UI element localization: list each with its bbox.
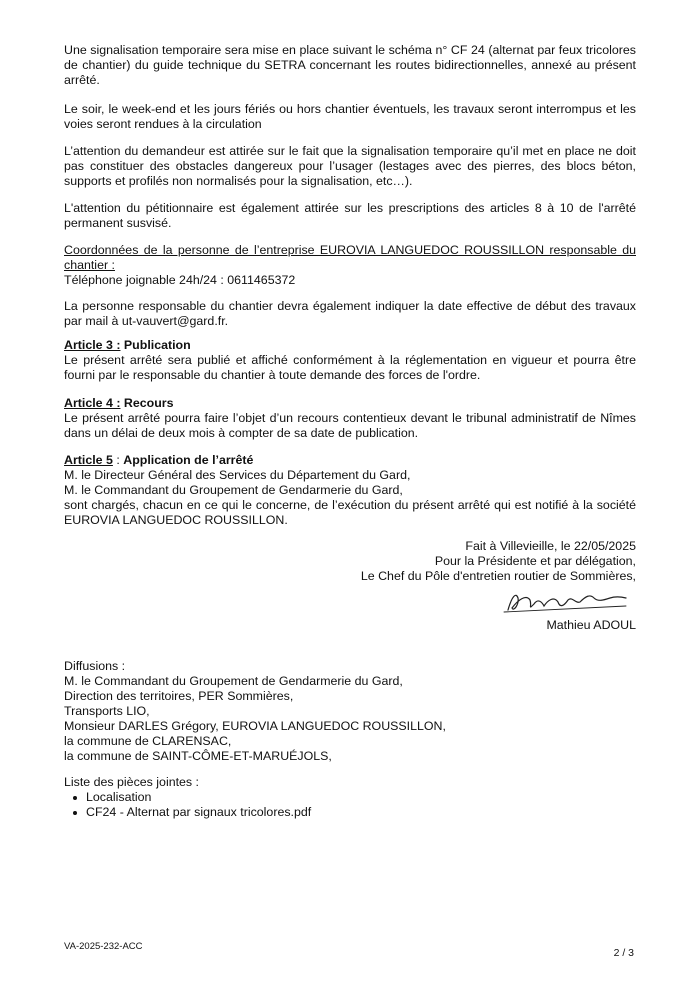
diffusion-item: Monsieur DARLES Grégory, EUROVIA LANGUEDOC ROUSSILLON, [64, 719, 446, 733]
article-5-title: Application de l’arrêté [123, 453, 254, 467]
contact-phone: Téléphone joignable 24h/24 : 0611465372 [64, 273, 296, 287]
article-3-body: Le présent arrêté sera publié et affiché conformément à la réglementation en vigueur et pourra être fourni par le responsable du chantier à toute demande des forces de l'ordre. [64, 353, 636, 382]
article-5-prefix: Article 5 [64, 453, 113, 467]
attachments-list [64, 790, 636, 820]
article-5-line-1: M. le Directeur Général des Services du Département du Gard, [64, 468, 411, 482]
attachments-heading: Liste des pièces jointes : [64, 775, 199, 789]
paragraph-soir-weekend: Le soir, le week-end et les jours fériés ou hors chantier éventuels, les travaux seront interrompus et les voies seront rendues à la circulation [64, 102, 636, 131]
article-3-title: Publication [123, 338, 191, 352]
contact-heading: Coordonnées de la personne de l’entreprise EUROVIA LANGUEDOC ROUSSILLON responsable du chantier : [64, 243, 636, 272]
article-5 [64, 453, 636, 528]
article-3 [64, 338, 636, 383]
diffusions-section [64, 659, 636, 764]
paragraph-attention-demandeur: L’attention du demandeur est attirée sur le fait que la signalisation temporaire qu’il met en place ne doit pas constituer des obstacles dangereux pour l’usager (lestages avec des pierres, des blocs béton, supports et profilés non normalisés pour la signalisation, etc…). [64, 144, 636, 188]
article-4-body: Le présent arrêté pourra faire l’objet d’un recours contentieux devant le tribunal administratif de Nîmes dans un délai de deux mois à compter de sa date de publication. [64, 411, 636, 440]
signature-delegation: Pour la Présidente et par délégation, [434, 554, 636, 568]
signature-block [64, 539, 636, 584]
page-number: 2 / 3 [613, 947, 634, 959]
document-reference: VA-2025-232-ACC [64, 941, 143, 952]
diffusion-item: Direction des territoires, PER Sommières, [64, 689, 294, 703]
diffusion-item: la commune de SAINT-CÔME-ET-MARUÉJOLS, [64, 749, 332, 763]
contact-section [64, 243, 636, 288]
attachment-item: Localisation [64, 790, 636, 805]
article-5-line-3: sont chargés, chacun en ce qui le concerne, de l’exécution du présent arrêté qui est notifié à la société EUROVIA LANGUEDOC ROUSSILLON. [64, 498, 636, 527]
article-5-line-2: M. le Commandant du Groupement de Gendarmerie du Gard, [64, 483, 403, 497]
article-3-prefix: Article 3 : [64, 338, 121, 352]
diffusion-item: la commune de CLARENSAC, [64, 734, 232, 748]
paragraph-signalisation: Une signalisation temporaire sera mise en place suivant le schéma n° CF 24 (alternat par feux tricolores de chantier) du guide technique du SETRA concernant les routes bidirectionnelles, annexé au présent arrêté. [64, 43, 636, 87]
article-4-prefix: Article 4 : [64, 396, 121, 410]
article-4-title: Recours [123, 396, 174, 410]
article-5-sep: : [116, 453, 120, 467]
article-4 [64, 396, 636, 441]
paragraph-attention-petitionnaire: L'attention du pétitionnaire est également attirée sur les prescriptions des articles 8 à 10 de l'arrêté permanent susvisé. [64, 201, 636, 230]
signature-place-date: Fait à Villevieille, le 22/05/2025 [465, 539, 636, 553]
handwritten-signature [500, 588, 630, 618]
signatory-name: Mathieu ADOUL [546, 618, 636, 632]
signature-role: Le Chef du Pôle d'entretien routier de Sommières, [360, 569, 636, 583]
diffusions-heading: Diffusions : [64, 659, 126, 673]
diffusion-item: Transports LIO, [64, 704, 150, 718]
attachments-section [64, 775, 636, 820]
diffusion-item: M. le Commandant du Groupement de Gendarmerie du Gard, [64, 674, 403, 688]
attachment-item: CF24 - Alternat par signaux tricolores.pdf [64, 805, 636, 820]
paragraph-date-effective: La personne responsable du chantier devra également indiquer la date effective de début des travaux par mail à ut-vauvert@gard.fr. [64, 299, 636, 328]
